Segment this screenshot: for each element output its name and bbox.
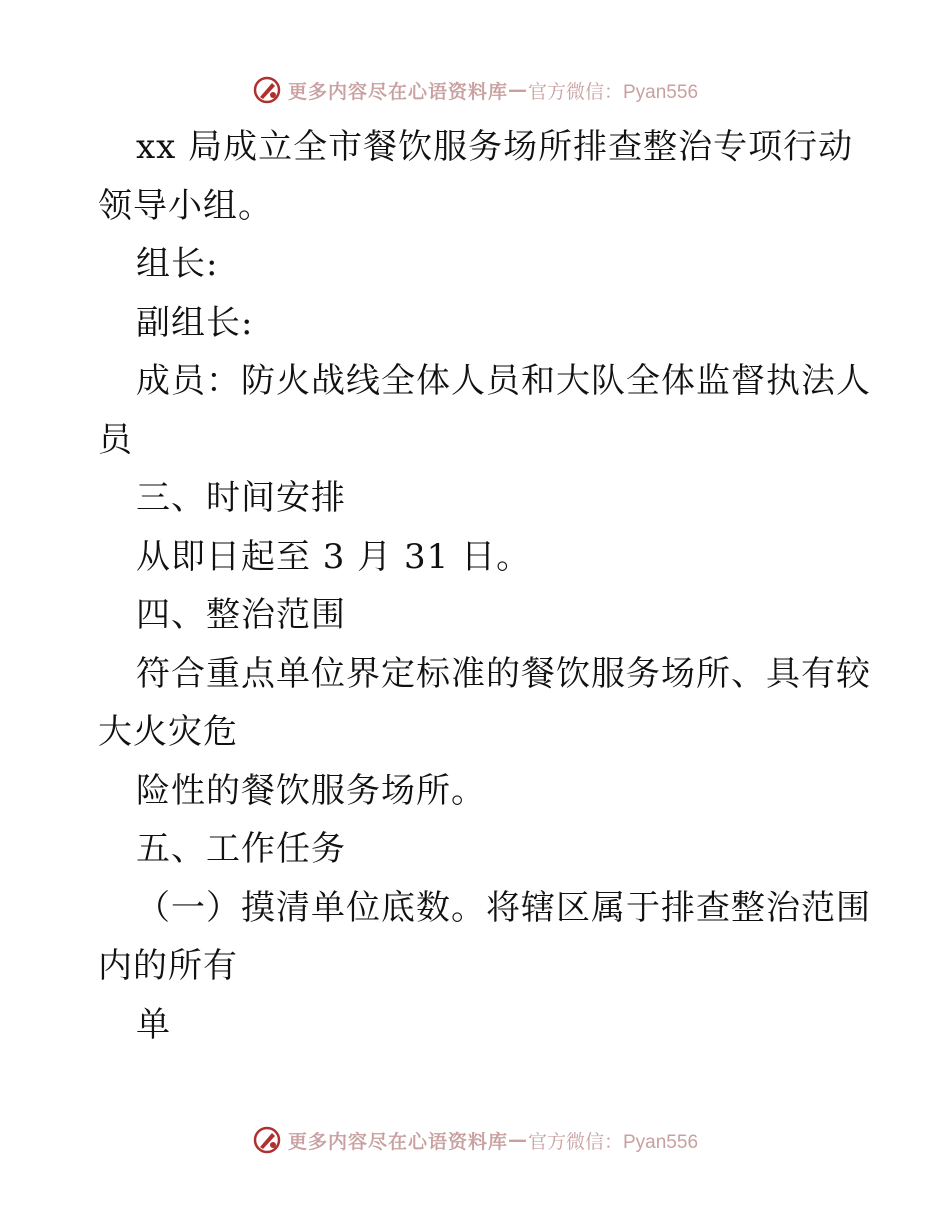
document-line: 领导小组。 (98, 185, 273, 226)
document-line: 符合重点单位界定标准的餐饮服务场所、具有较 (136, 653, 871, 694)
document-line: 从即日起至 3 月 31 日。 (136, 536, 532, 577)
watermark-dash: — (508, 1129, 528, 1151)
watermark-contact: 官方微信：Pyan556 (528, 81, 699, 103)
document-line: 五、工作任务 (136, 829, 346, 869)
document-line: 单 (136, 1004, 171, 1045)
document-line: 三、时间安排 (136, 478, 346, 518)
watermark-contact: 官方微信：Pyan556 (528, 1131, 699, 1153)
document-line: 内的所有 (98, 946, 238, 986)
document-line: 四、整治范围 (136, 595, 346, 635)
document-body (98, 118, 871, 1054)
footer-watermark (0, 1120, 950, 1160)
document-line: 员 (98, 419, 133, 460)
document-line: 组长: (136, 244, 219, 284)
document-line: 副组长: (136, 302, 254, 343)
watermark-text: 更多内容尽在心语资料库 (287, 80, 508, 103)
watermark-text: 更多内容尽在心语资料库 (287, 1130, 508, 1153)
document-line: 险性的餐饮服务场所。 (136, 770, 486, 811)
document-line: xx 局成立全市餐饮服务场所排查整治专项行动 (136, 127, 854, 167)
brand-logo-icon (252, 1125, 282, 1155)
document-line: 大火灾危 (98, 712, 238, 752)
document-line: （一）摸清单位底数。将辖区属于排查整治范围 (136, 887, 871, 928)
header-watermark (0, 70, 950, 110)
watermark-dash: — (508, 79, 528, 101)
brand-logo-icon (252, 75, 282, 105)
document-line: 成员：防火战线全体人员和大队全体监督执法人 (136, 361, 871, 401)
